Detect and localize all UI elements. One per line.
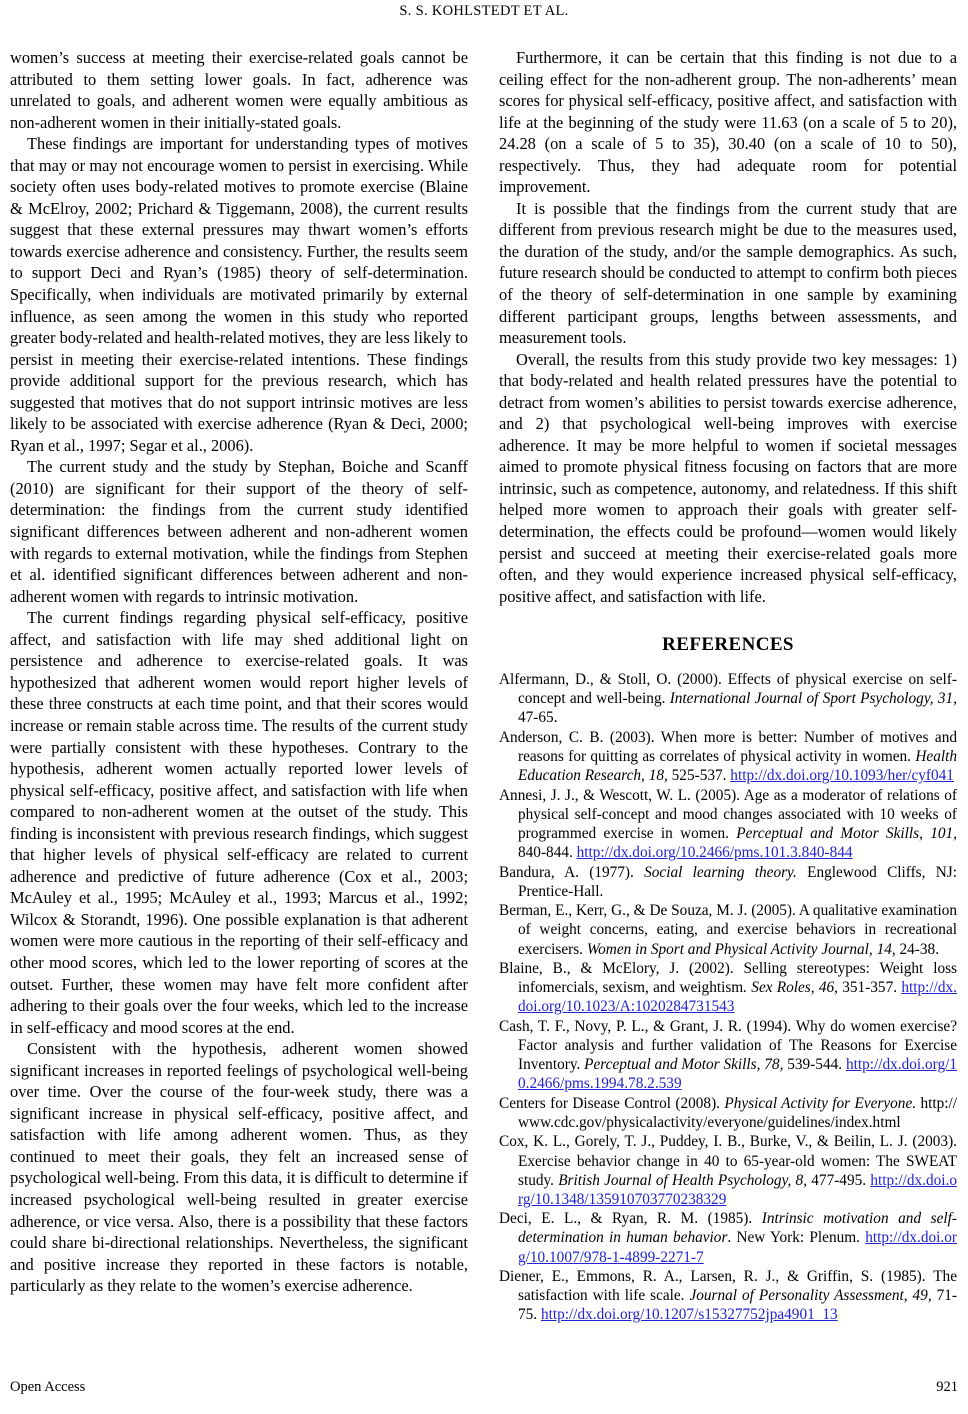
doi-link[interactable]: http://dx.doi.org/10.1023/A:1020284731543 — [518, 979, 957, 1016]
reference-text: 351-357. — [837, 979, 902, 997]
reference-text: . New York: Plenum. — [727, 1229, 866, 1247]
reference-text: 840-844. — [518, 844, 577, 862]
page-footer — [10, 1379, 958, 1396]
reference-title-italic: Perceptual and Motor Skills, 101, — [736, 824, 958, 842]
body-paragraph: These findings are important for understanding types of motives that may or may not encourage women to persist in exercising. While society often uses body-related motives to promote exercise (Blaine & McElroy, 2002; Prichard & Tiggemann, 2008), the current results suggest that these external pressures may thwart women’s efforts towards exercise adherence and consistency. Further, the results seem to support Deci and Ryan’s (1985) theory of self-determination. Specifically, when individuals are motivated primarily by external influence, as seen among the women in this study who reported greater body-related and health-related motives, they are less likely to persist in meeting their exercise-related intentions. These findings provide additional support for the previous research, which has suggested that motives that do not support intrinsic motives are less likely to be associated with exercise adherence (Ryan & Deci, 2000; Ryan et al., 1997; Segar et al., 2006). — [10, 134, 468, 455]
doi-link[interactable]: http://dx.doi.org/10.1007/978-1-4899-2271-7 — [518, 1229, 957, 1266]
reference-title-italic: Journal of Personality Assessment, 49, — [689, 1287, 932, 1305]
reference-title-italic: International Journal of Sport Psychology, 31, — [669, 690, 957, 708]
doi-link[interactable]: http://dx.doi.org/10.1093/her/cyf041 — [730, 767, 954, 785]
references-list — [499, 670, 957, 1324]
reference-text: 47-65. — [518, 709, 558, 727]
body-paragraph: Consistent with the hypothesis, adherent women showed significant increases in reported feelings of psychological well-being over time. Over the course of the four-week study, there was a significant increase in physical self-efficacy, positive affect, and satisfaction with life among adherent women. Thus, as they continued to meet their goals, they felt an increased sense of psychological well-being. From this data, it is difficult to determine if increased psychological well-being resulted in greater exercise adherence, or vice versa. Also, there is a possibility that these factors could share bi-directional relationships. Nevertheless, the significant and positive increase they reported in these factors is notable, particularly as they relate to the women’s exercise adherence. — [10, 1039, 468, 1296]
doi-link[interactable]: http://dx.doi.org/10.1207/s15327752jpa4901_13 — [540, 1306, 838, 1324]
url-text[interactable]: http://www.cdc.gov/physicalactivity/everyone/guidelines/index.html — [518, 1094, 958, 1131]
reference-title-italic: Health Education Research, 18, — [518, 748, 957, 785]
reference-text: Cash, T. F., Novy, P. L., & Grant, J. R. (1994). Why do women exercise? Factor analysis and further validation of The Reasons for Exercise Inventory. — [499, 1017, 957, 1074]
reference-entry — [499, 670, 957, 727]
doi-link[interactable]: http://dx.doi.org/10.1348/135910703770238329 — [518, 1171, 957, 1208]
reference-title-italic: Physical Activity for Everyone. — [724, 1094, 917, 1112]
reference-entry — [499, 901, 957, 958]
reference-text: 477-495. — [807, 1171, 871, 1189]
body-paragraph: The current findings regarding physical self-efficacy, positive affect, and satisfaction with life may shed additional light on persistence and adherence to exercise-related goals. It was hypothesized that adherent women would report higher levels of these three constructs at each time point, and that their scores would increase or remain stable across time. The results of the current study were partially consistent with these hypotheses. Contrary to the hypothesis, adherent women actually reported lower levels of physical self-efficacy, positive affect, and satisfaction with life when compared to non-adherent women at the outset of the study. This finding is inconsistent with previous research findings, which suggest that higher levels of physical self-efficacy are related to current adherence and predictive of future adherence (Cox et al., 2003; McAuley et al., 1995; McAuley et al., 1993; Marcus et al., 1992; Wilcox & Storandt, 1996). One possible explanation is that adherent women were more cautious in the reporting of their self-efficacy and other mood scores, which led to the lower reporting of scores at the outset. Further, these women may have felt more confident after adhering to their goals over the four weeks, which led to the increase in self-efficacy and mood scores at the end. — [10, 608, 468, 1037]
reference-entry — [499, 959, 957, 1016]
reference-text: Annesi, J. J., & Wescott, W. L. (2005). Age as a moderator of relations of physical self-concept and mood changes associated with 10 weeks of programmed exercise in women. — [499, 786, 957, 842]
reference-entry — [499, 786, 957, 862]
reference-text: Anderson, C. B. (2003). When more is better: Number of motives and reasons for quitting as correlates of physical activity in women. — [499, 729, 957, 766]
left-column — [10, 47, 468, 1357]
reference-text: Blaine, B., & McElory, J. (2002). Selling stereotypes: Weight loss infomercials, sexism, and weightism — [499, 960, 957, 997]
right-column — [499, 47, 957, 1357]
reference-entry — [499, 1209, 957, 1266]
reference-entry — [499, 1017, 957, 1093]
reference-title-italic: British Journal of Health Psychology, 8, — [558, 1171, 808, 1189]
two-column-body — [10, 47, 958, 1357]
body-paragraph: The current study and the study by Stephan, Boiche and Scanff (2010) are significant for their support of the theory of self-determination: the findings from the current study identified significant differences between adherent and non-adherent women with regards to external motivation, while the findings from Stephen et al. identified significant differences between adherent and non-adherent women with regards to intrinsic motivation. — [10, 457, 468, 606]
body-paragraph: It is possible that the findings from the current study that are different from previous research might be due to the measures used, the duration of the study, and/or the sample demographics. As such, future research should be conducted to attempt to confirm both pieces of the theory of self-determination in one sample by examining different participant groups, lengths between assessments, and measurement tools. — [499, 198, 957, 348]
reference-text: Bandura, A. (1977). — [499, 863, 645, 881]
reference-text: 525-537. — [667, 767, 731, 785]
reference-entry — [499, 1132, 957, 1208]
body-paragraph: women’s success at meeting their exercise-related goals cannot be attributed to them setting lower goals. In fact, adherence was unrelated to goals, and adherent women were equally ambitious as non-adherent women in their initially-stated goals. — [10, 48, 468, 132]
reference-entry — [499, 863, 957, 901]
body-paragraph: Overall, the results from this study provide two key messages: 1) that body-related and health related pressures have the potential to detract from women’s abilities to persist towards exercise adherence, and 2) that psychological well-being improves with exercise adherence. It may be more helpful to women if societal messages aimed to promote physical fitness focusing on factors that are more intrinsic, such as competence, autonomy, and relatedness. If this shift helped more women to approach their goals with greater self-determination, the effects could be profound—women would likely persist and succeed at meeting their exercise-related goals more often, and they would experience increased physical self-efficacy, positive affect, and satisfaction with life. — [499, 349, 957, 606]
reference-entry — [499, 1267, 957, 1324]
reference-text: Diener, E., Emmons, R. A., Larsen, R. J., & Griffin, S. (1985). The satisfaction with life scale. — [499, 1268, 957, 1305]
reference-entry — [499, 728, 957, 785]
doi-link[interactable]: http://dx.doi.org/10.2466/pms.1994.78.2.539 — [518, 1056, 957, 1093]
reference-text: Alfermann, D., & Stoll, O. (2000). Effects of physical exercise on self-concept and well-being. — [499, 671, 957, 708]
reference-entry — [499, 1094, 957, 1132]
reference-title-italic: Intrinsic motivation and self-determination in human behavior — [518, 1210, 957, 1247]
reference-text: Berman, E., Kerr, G., & De Souza, M. J. (2005). A qualitative examination of weight concerns, eating, and exercise behaviors in recreational exercisers. — [499, 902, 957, 958]
open-access-label: Open Access — [10, 1379, 86, 1395]
doi-link[interactable]: http://dx.doi.org/10.2466/pms.101.3.840-844 — [576, 844, 853, 862]
reference-text: 539-544. — [783, 1056, 846, 1074]
body-paragraph: Furthermore, it can be certain that this finding is not due to a ceiling effect for the non-adherent group. The non-adherents’ mean scores for physical self-efficacy, positive affect, and satisfaction with life at the beginning of the study were 11.63 (on a scale of 5 to 20), 24.28 (on a scale of 5 to 35), 30.40 (on a scale of 10 to 50), respectively. Thus, they had adequate room for potential improvement. — [499, 48, 957, 197]
reference-title-italic: Perceptual and Motor Skills, 78, — [584, 1056, 784, 1074]
reference-title-italic: Social learning theory. — [644, 863, 797, 881]
reference-text: Cox, K. L., Gorely, T. J., Puddey, I. B., Burke, V., & Beilin, L. J. (2003). Exercise behavior change in 40 to 65-year-old women: The SWEAT study. — [499, 1133, 957, 1189]
reference-text: 71-75. — [518, 1287, 958, 1324]
reference-text: Englewood Cliffs, NJ: Prentice-Hall. — [518, 863, 957, 900]
references-heading: REFERENCES — [662, 634, 794, 656]
running-head: S. S. KOHLSTEDT ET AL. — [399, 3, 569, 19]
reference-text: 24-38. — [895, 940, 940, 958]
reference-text: Centers for Disease Control (2008). — [499, 1094, 725, 1112]
reference-text: Deci, E. L., & Ryan, R. M. (1985). — [499, 1210, 762, 1228]
page-number: 921 — [936, 1379, 958, 1395]
reference-title-italic: Women in Sport and Physical Activity Journal, 14, — [586, 940, 896, 958]
reference-title-italic: . Sex Roles, 46, — [743, 979, 838, 997]
